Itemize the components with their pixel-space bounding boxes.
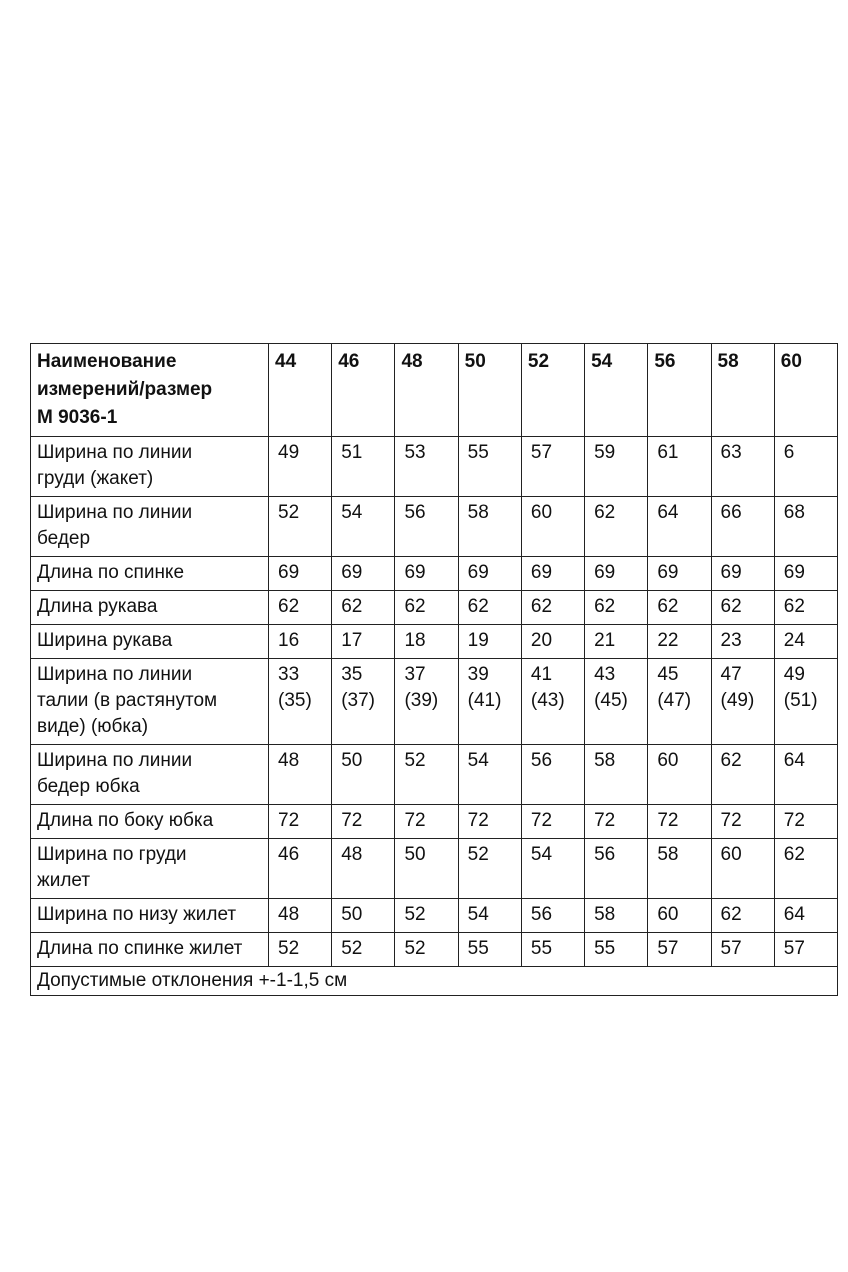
measurement-value: 19 bbox=[458, 625, 521, 659]
measurement-value: 62 bbox=[585, 591, 648, 625]
measurement-value: 49 (51) bbox=[774, 659, 837, 745]
table-row bbox=[31, 933, 838, 967]
size-header-cell: 54 bbox=[585, 344, 648, 437]
table-row bbox=[31, 805, 838, 839]
size-header-cell: 46 bbox=[332, 344, 395, 437]
header-row bbox=[31, 344, 838, 437]
size-header-cell: 44 bbox=[269, 344, 332, 437]
measurement-value: 60 bbox=[648, 899, 711, 933]
measurement-value: 60 bbox=[648, 745, 711, 805]
measurement-value: 72 bbox=[458, 805, 521, 839]
header-label-cell: Наименование измерений/размер М 9036-1 bbox=[31, 344, 269, 437]
measurement-value: 54 bbox=[521, 839, 584, 899]
measurement-value: 62 bbox=[458, 591, 521, 625]
measurement-value: 53 bbox=[395, 437, 458, 497]
measurement-value: 57 bbox=[711, 933, 774, 967]
measurement-value: 56 bbox=[521, 745, 584, 805]
measurement-value: 69 bbox=[648, 557, 711, 591]
measurement-label: Длина рукава bbox=[31, 591, 269, 625]
measurement-value: 62 bbox=[711, 899, 774, 933]
table-row bbox=[31, 625, 838, 659]
size-header-cell: 48 bbox=[395, 344, 458, 437]
measurement-value: 24 bbox=[774, 625, 837, 659]
table-row bbox=[31, 899, 838, 933]
measurement-value: 69 bbox=[521, 557, 584, 591]
measurement-value: 54 bbox=[458, 745, 521, 805]
measurement-label: Ширина по низу жилет bbox=[31, 899, 269, 933]
measurement-value: 41 (43) bbox=[521, 659, 584, 745]
table-row bbox=[31, 659, 838, 745]
measurement-value: 60 bbox=[521, 497, 584, 557]
measurement-value: 23 bbox=[711, 625, 774, 659]
measurement-value: 21 bbox=[585, 625, 648, 659]
measurement-value: 72 bbox=[395, 805, 458, 839]
measurement-value: 52 bbox=[458, 839, 521, 899]
measurement-value: 66 bbox=[711, 497, 774, 557]
measurement-value: 55 bbox=[458, 437, 521, 497]
table-row bbox=[31, 591, 838, 625]
measurement-value: 69 bbox=[458, 557, 521, 591]
measurement-value: 69 bbox=[332, 557, 395, 591]
measurement-value: 48 bbox=[332, 839, 395, 899]
measurement-value: 57 bbox=[648, 933, 711, 967]
measurement-value: 57 bbox=[521, 437, 584, 497]
measurement-value: 33 (35) bbox=[269, 659, 332, 745]
table-row bbox=[31, 497, 838, 557]
measurement-value: 58 bbox=[648, 839, 711, 899]
measurement-value: 55 bbox=[585, 933, 648, 967]
measurement-value: 62 bbox=[269, 591, 332, 625]
measurement-value: 62 bbox=[774, 591, 837, 625]
measurement-value: 37 (39) bbox=[395, 659, 458, 745]
table-row bbox=[31, 437, 838, 497]
measurement-value: 43 (45) bbox=[585, 659, 648, 745]
measurement-value: 72 bbox=[521, 805, 584, 839]
measurement-value: 52 bbox=[395, 899, 458, 933]
measurement-value: 49 bbox=[269, 437, 332, 497]
measurement-value: 62 bbox=[332, 591, 395, 625]
measurement-label: Длина по спинке bbox=[31, 557, 269, 591]
measurement-value: 51 bbox=[332, 437, 395, 497]
measurement-value: 54 bbox=[332, 497, 395, 557]
measurement-value: 45 (47) bbox=[648, 659, 711, 745]
measurement-value: 47 (49) bbox=[711, 659, 774, 745]
measurement-value: 52 bbox=[332, 933, 395, 967]
measurement-value: 16 bbox=[269, 625, 332, 659]
measurement-value: 72 bbox=[648, 805, 711, 839]
measurement-value: 56 bbox=[395, 497, 458, 557]
measurement-value: 48 bbox=[269, 899, 332, 933]
table-row bbox=[31, 745, 838, 805]
measurement-value: 69 bbox=[774, 557, 837, 591]
measurement-value: 63 bbox=[711, 437, 774, 497]
measurement-value: 6 bbox=[774, 437, 837, 497]
measurement-label: Ширина по линии бедер bbox=[31, 497, 269, 557]
table-row bbox=[31, 557, 838, 591]
measurement-label: Ширина по линии бедер юбка bbox=[31, 745, 269, 805]
measurement-value: 64 bbox=[774, 745, 837, 805]
measurement-value: 62 bbox=[395, 591, 458, 625]
measurement-value: 20 bbox=[521, 625, 584, 659]
measurement-label: Длина по спинке жилет bbox=[31, 933, 269, 967]
measurement-value: 69 bbox=[711, 557, 774, 591]
measurement-value: 62 bbox=[774, 839, 837, 899]
measurement-value: 69 bbox=[585, 557, 648, 591]
measurement-value: 50 bbox=[332, 745, 395, 805]
size-header-cell: 60 bbox=[774, 344, 837, 437]
measurement-value: 35 (37) bbox=[332, 659, 395, 745]
size-chart-table bbox=[30, 343, 838, 996]
measurement-value: 39 (41) bbox=[458, 659, 521, 745]
size-header-cell: 56 bbox=[648, 344, 711, 437]
measurement-value: 72 bbox=[332, 805, 395, 839]
measurement-value: 52 bbox=[395, 933, 458, 967]
measurement-value: 50 bbox=[395, 839, 458, 899]
measurement-value: 55 bbox=[458, 933, 521, 967]
measurement-value: 62 bbox=[648, 591, 711, 625]
measurement-value: 17 bbox=[332, 625, 395, 659]
measurement-value: 56 bbox=[521, 899, 584, 933]
measurement-value: 57 bbox=[774, 933, 837, 967]
measurement-value: 50 bbox=[332, 899, 395, 933]
measurement-value: 52 bbox=[269, 933, 332, 967]
measurement-value: 64 bbox=[774, 899, 837, 933]
measurement-label: Ширина по груди жилет bbox=[31, 839, 269, 899]
measurement-label: Длина по боку юбка bbox=[31, 805, 269, 839]
measurement-value: 72 bbox=[774, 805, 837, 839]
measurement-value: 52 bbox=[269, 497, 332, 557]
size-header-cell: 52 bbox=[521, 344, 584, 437]
measurement-value: 59 bbox=[585, 437, 648, 497]
size-header-cell: 58 bbox=[711, 344, 774, 437]
measurement-value: 60 bbox=[711, 839, 774, 899]
measurement-value: 54 bbox=[458, 899, 521, 933]
measurement-value: 72 bbox=[711, 805, 774, 839]
measurement-value: 61 bbox=[648, 437, 711, 497]
measurement-value: 72 bbox=[269, 805, 332, 839]
measurement-label: Ширина рукава bbox=[31, 625, 269, 659]
measurement-value: 68 bbox=[774, 497, 837, 557]
table-row bbox=[31, 839, 838, 899]
measurement-value: 72 bbox=[585, 805, 648, 839]
measurement-value: 48 bbox=[269, 745, 332, 805]
size-header-cell: 50 bbox=[458, 344, 521, 437]
measurement-value: 58 bbox=[585, 899, 648, 933]
measurement-value: 46 bbox=[269, 839, 332, 899]
measurement-value: 55 bbox=[521, 933, 584, 967]
measurement-value: 69 bbox=[269, 557, 332, 591]
measurement-label: Ширина по линии груди (жакет) bbox=[31, 437, 269, 497]
footnote-row bbox=[31, 967, 838, 996]
measurement-value: 62 bbox=[711, 745, 774, 805]
measurement-value: 22 bbox=[648, 625, 711, 659]
measurement-label: Ширина по линии талии (в растянутом виде) (юбка) bbox=[31, 659, 269, 745]
table-body bbox=[31, 437, 838, 967]
measurement-value: 58 bbox=[458, 497, 521, 557]
measurement-value: 64 bbox=[648, 497, 711, 557]
measurement-value: 58 bbox=[585, 745, 648, 805]
measurement-value: 62 bbox=[711, 591, 774, 625]
measurement-value: 62 bbox=[521, 591, 584, 625]
measurement-value: 56 bbox=[585, 839, 648, 899]
tolerance-note: Допустимые отклонения +-1-1,5 см bbox=[31, 967, 838, 996]
measurement-value: 52 bbox=[395, 745, 458, 805]
measurement-value: 18 bbox=[395, 625, 458, 659]
measurement-value: 62 bbox=[585, 497, 648, 557]
measurement-value: 69 bbox=[395, 557, 458, 591]
